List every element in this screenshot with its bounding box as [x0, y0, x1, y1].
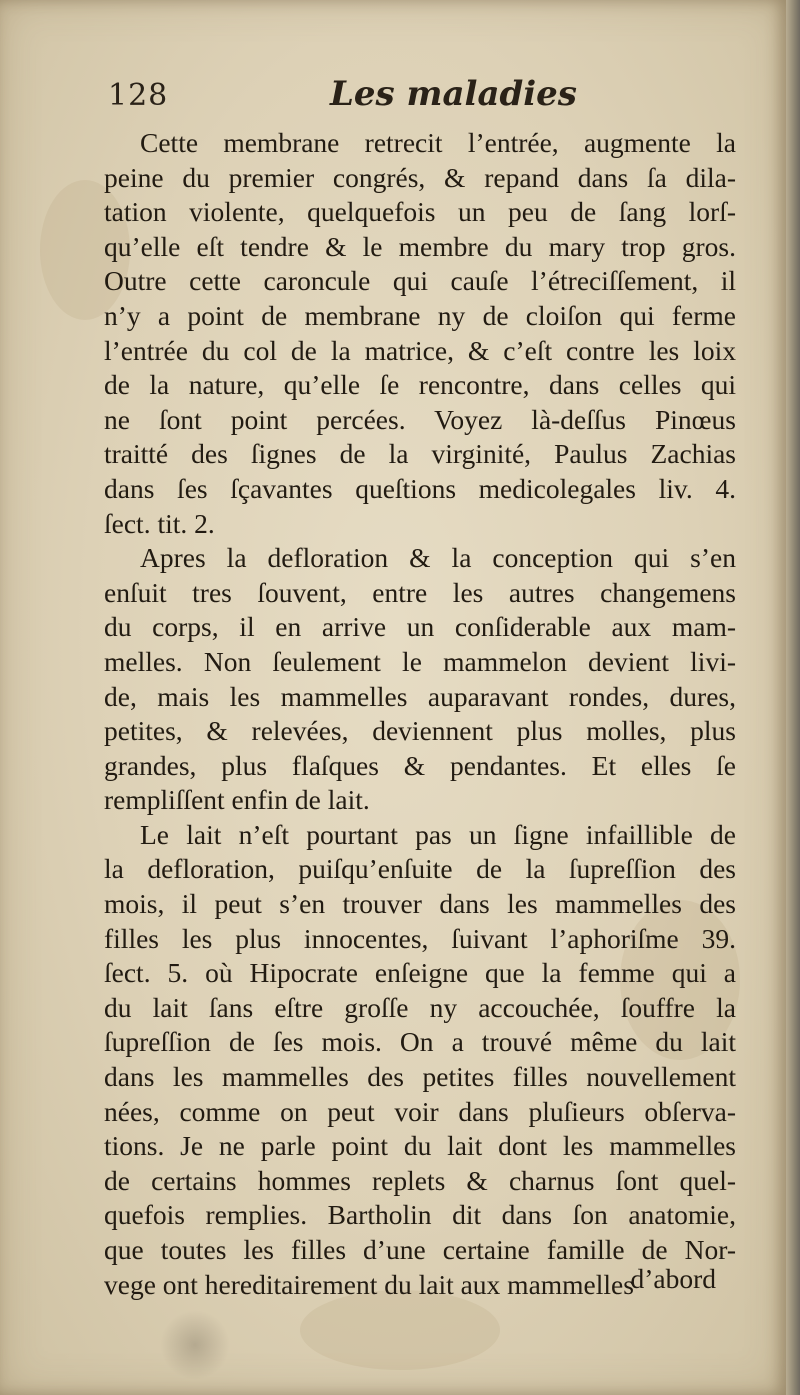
text-line: que toutes les filles d’une certaine famille de Nor-: [104, 1234, 736, 1265]
text-line: de la nature, qu’elle ſe rencontre, dans celles qui: [104, 369, 736, 401]
text-line: l’entrée du col de la matrice, & c’eſt contre les loix: [104, 334, 736, 366]
text-line: traitté des ſignes de la virginité, Paulus Zachias: [104, 438, 736, 470]
page-number: 128: [108, 78, 169, 113]
page-header: [108, 72, 738, 122]
text-line: mois, il peut s’en trouver dans les mammelles des: [104, 888, 736, 920]
text-line: Apres la defloration & la conception qui s’en: [140, 542, 736, 574]
text-line: peine du premier congrés, & repand dans ſa dila-: [104, 161, 736, 193]
catchword: d’abord: [630, 1263, 716, 1294]
ink-bleed-mark: [160, 1310, 230, 1380]
text-line: tation violente, quelquefois un peu de ſang lorſ-: [104, 196, 736, 228]
text-line: ſupreſſion de ſes mois. On a trouvé même du lait: [104, 1026, 736, 1058]
text-line: quefois remplies. Bartholin dit dans ſon anatomie,: [104, 1199, 736, 1231]
text-line: ne ſont point percées. Voyez là-deſſus Pinœus: [104, 403, 736, 435]
text-line: nées, comme on peut voir dans pluſieurs obſerva-: [104, 1095, 736, 1127]
text-line: n’y a point de membrane ny de cloiſon qui ferme: [104, 299, 736, 331]
text-line: filles les plus innocentes, ſuivant l’aphoriſme 39.: [104, 922, 736, 954]
text-line: ſect. tit. 2.: [104, 507, 215, 539]
text-line: qu’elle eſt tendre & le membre du mary trop gros.: [104, 230, 736, 262]
text-line: melles. Non ſeulement le mammelon devient livi-: [104, 645, 736, 677]
text-line: de, mais les mammelles auparavant rondes, dures,: [104, 680, 736, 712]
text-line: grandes, plus flaſques & pendantes. Et elles ſe: [104, 749, 736, 781]
text-line: Cette membrane retrecit l’entrée, augmente la: [140, 127, 736, 158]
text-line: enſuit tres ſouvent, entre les autres changemens: [104, 576, 736, 608]
text-line: Outre cette caroncule qui cauſe l’étreciſſement, il: [104, 265, 736, 297]
text-line: petites, & relevées, deviennent plus molles, plus: [104, 715, 736, 747]
text-line: de certains hommes replets & charnus ſont quel-: [104, 1164, 736, 1196]
text-line: Le lait n’eſt pourtant pas un ſigne infaillible de: [140, 818, 736, 850]
text-line: du lait ſans eſtre groſſe ny accouchée, ſouffre la: [104, 991, 736, 1023]
page-edge: [786, 0, 800, 1395]
text-line: vege ont hereditairement du lait aux mammelles: [104, 1268, 634, 1300]
text-line: ſect. 5. où Hipocrate enſeigne que la femme qui a: [104, 957, 736, 989]
text-line: la defloration, puiſqu’enſuite de la ſupreſſion des: [104, 853, 736, 885]
text-line: rempliſſent enfin de lait.: [104, 784, 370, 816]
text-line: tions. Je ne parle point du lait dont les mammelles: [104, 1130, 736, 1162]
text-line: dans les mammelles des petites filles nouvellement: [104, 1061, 736, 1093]
body-text: [104, 126, 736, 1302]
text-line: du corps, il en arrive un conſiderable aux mam-: [104, 611, 736, 643]
text-line: dans ſes ſçavantes queſtions medicolegales liv. 4.: [104, 472, 736, 504]
running-title: Les maladies: [330, 74, 577, 114]
